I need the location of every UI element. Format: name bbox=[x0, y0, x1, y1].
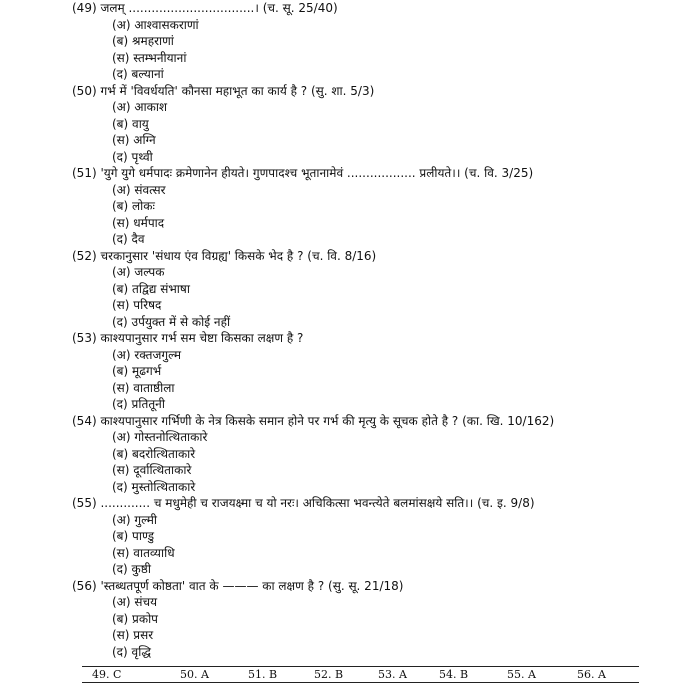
option-b: (ब) वायु bbox=[112, 116, 149, 131]
option-a: (अ) जल्पक bbox=[112, 265, 165, 279]
option-d: (द) कुष्ठी bbox=[112, 562, 151, 576]
option-a: (अ) संवत्सर bbox=[112, 182, 166, 197]
answer-51: 51. B bbox=[248, 668, 278, 681]
option-c: (स) प्रसर bbox=[112, 628, 154, 642]
option-a: (अ) गोस्तनोत्थिताकारे bbox=[112, 430, 208, 444]
question-55 bbox=[0, 495, 680, 578]
question-stem: (56) 'स्तब्धतपूर्ण कोष्ठता' वात के ——— का लक्षण है ? (सु. सू. 21/18) bbox=[72, 578, 404, 593]
option-d: (द) प्रतितूनी bbox=[112, 397, 165, 411]
answer-key bbox=[82, 666, 639, 683]
option-b: (ब) मूढगर्भ bbox=[112, 364, 162, 378]
option-b: (ब) लोकः bbox=[112, 199, 155, 213]
question-stem: (52) चरकानुसार 'संधाय एंव विग्रह्य' किसके भेद है ? (च. वि. 8/16) bbox=[72, 248, 377, 263]
option-c: (स) वाताष्ठीला bbox=[112, 380, 175, 395]
option-d: (द) पृथ्वी bbox=[112, 149, 153, 164]
question-49 bbox=[0, 0, 680, 83]
question-53 bbox=[0, 330, 680, 413]
answer-50: 50. A bbox=[180, 668, 209, 681]
question-stem: (51) 'युगे युगे धर्मपादः क्रमेणानेन हीयते। गुणपादश्च भूतानामेवं .................. प्रलीयते।। (च. वि. 3/25) bbox=[72, 166, 534, 180]
option-b: (ब) प्रकोप bbox=[112, 611, 158, 626]
option-a: (अ) आश्वासकराणां bbox=[112, 17, 199, 32]
option-b: (ब) बदरोत्थिताकारे bbox=[112, 446, 196, 461]
question-50 bbox=[0, 83, 680, 166]
question-stem: (53) काश्यपानुसार गर्भ सम चेष्टा किसका लक्षण है ? bbox=[72, 331, 304, 345]
question-51 bbox=[0, 165, 680, 248]
question-54 bbox=[0, 413, 680, 496]
option-d: (द) उर्पयुक्त में से कोई नहीं bbox=[112, 314, 231, 329]
option-d: (द) मुस्तोत्थिताकारे bbox=[112, 479, 196, 494]
question-stem: (54) काश्यपानुसार गर्भिणी के नेत्र किसके समान होने पर गर्भ की मृत्यु के सूचक होते है ? (का. खि. 10/162) bbox=[72, 413, 555, 428]
answer-54: 54. B bbox=[439, 668, 469, 681]
option-b: (ब) पाण्डु bbox=[112, 529, 155, 543]
option-a: (अ) गुल्मी bbox=[112, 512, 158, 527]
option-c: (स) अग्नि bbox=[112, 133, 156, 147]
option-b: (ब) तद्विद्य संभाषा bbox=[112, 281, 190, 296]
option-d: (द) दैव bbox=[112, 232, 145, 246]
answer-55: 55. A bbox=[507, 668, 536, 681]
answer-52: 52. B bbox=[314, 668, 344, 681]
answer-53: 53. A bbox=[378, 668, 407, 681]
option-c: (स) परिषद bbox=[112, 298, 162, 312]
option-d: (द) बल्यानां bbox=[112, 67, 164, 81]
answer-49: 49. C bbox=[92, 668, 122, 681]
option-c: (स) धर्मपाद bbox=[112, 215, 165, 230]
question-stem: (55) ............. च मधुमेही च राजयक्ष्मा च यो नरः। अचिकित्सा भवन्त्येते बलमांसक्षये सति।। (च. इ. 9/8) bbox=[72, 496, 535, 510]
question-56 bbox=[0, 578, 680, 661]
option-b: (ब) श्रमहराणां bbox=[112, 34, 174, 48]
question-52 bbox=[0, 248, 680, 331]
answer-56: 56. A bbox=[577, 668, 606, 681]
question-stem: (49) जलम् .................................। (च. सू. 25/40) bbox=[72, 1, 338, 15]
question-stem: (50) गर्भ में 'विवर्धयति' कौनसा महाभूत का कार्य है ? (सु. शा. 5/3) bbox=[72, 83, 375, 98]
option-a: (अ) रक्तजगुल्म bbox=[112, 347, 182, 362]
option-c: (स) वातव्याधि bbox=[112, 545, 175, 560]
option-d: (द) वृद्धि bbox=[112, 644, 151, 659]
option-a: (अ) संचय bbox=[112, 595, 158, 609]
option-c: (स) स्तम्भनीयानां bbox=[112, 50, 187, 65]
option-a: (अ) आकाश bbox=[112, 100, 168, 114]
option-c: (स) दूर्वात्थिताकारे bbox=[112, 463, 192, 477]
